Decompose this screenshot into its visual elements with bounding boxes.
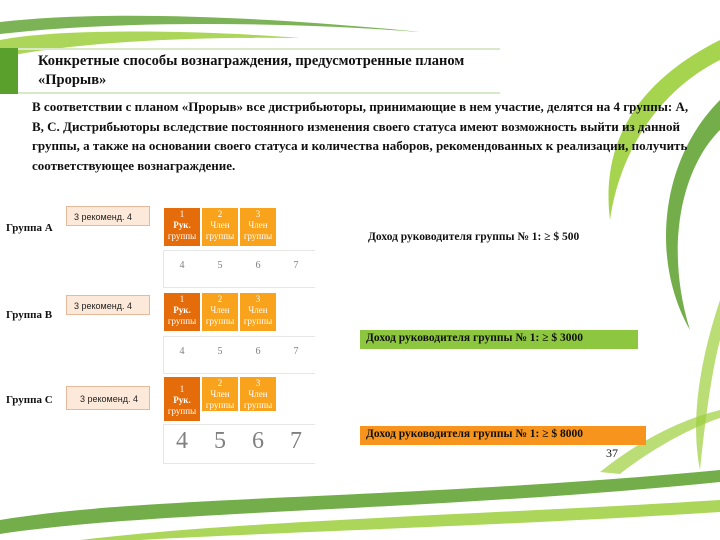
cell-sub: группы <box>243 316 273 326</box>
cell-number: 3 <box>255 378 261 388</box>
cell-number: 1 <box>179 384 185 394</box>
cell-sub: группы <box>205 316 235 326</box>
group-b-number-4: 4 <box>179 346 185 357</box>
slide-title: Конкретные способы вознаграждения, предусмотренные планом «Прорыв» <box>38 53 465 88</box>
cell-role: Рук. <box>173 305 191 315</box>
cell-role: Член <box>248 220 268 230</box>
cell-sub: группы <box>205 231 235 241</box>
group-a-recommend-box: 3 рекоменд. 4 <box>66 206 150 226</box>
group-b-label: Группа В <box>6 309 53 321</box>
cell-role: Рук. <box>173 395 191 405</box>
group-b-cell-member-3 <box>239 292 277 332</box>
group-a-label: Группа А <box>6 222 53 234</box>
group-b-cell-leader <box>163 292 201 332</box>
page-number: 37 <box>606 446 618 460</box>
group-c-income: Доход руководителя группы № 1: ≥ $ 8000 <box>360 426 646 445</box>
group-a-income: Доход руководителя группы № 1: ≥ $ 500 <box>368 231 580 243</box>
group-c-label: Группа С <box>6 394 53 406</box>
cell-sub: группы <box>167 406 197 416</box>
cell-number: 3 <box>255 209 261 219</box>
cell-sub: группы <box>167 231 197 241</box>
group-a-number-7: 7 <box>293 260 299 271</box>
group-a-cell-leader <box>163 207 201 247</box>
group-a-cell-member-2 <box>201 207 239 247</box>
group-c-recommend-box: 3 рекоменд. 4 <box>66 386 150 410</box>
group-c-number-4: 4 <box>176 428 188 454</box>
cell-role: Член <box>210 305 230 315</box>
group-a-number-6: 6 <box>255 260 261 271</box>
group-c-number-7: 7 <box>290 428 302 454</box>
cell-sub: группы <box>243 231 273 241</box>
cell-sub: группы <box>167 316 197 326</box>
cell-role: Член <box>210 220 230 230</box>
cell-number: 2 <box>217 294 223 304</box>
cell-number: 2 <box>217 378 223 388</box>
group-a-number-4: 4 <box>179 260 185 271</box>
cell-number: 2 <box>217 209 223 219</box>
cell-sub: группы <box>205 400 235 410</box>
group-c-cell-member-2 <box>201 376 239 412</box>
group-b-cell-member-2 <box>201 292 239 332</box>
group-c-cell-member-3 <box>239 376 277 412</box>
group-b-number-5: 5 <box>217 346 223 357</box>
cell-role: Член <box>210 389 230 399</box>
group-a-number-5: 5 <box>217 260 223 271</box>
cell-sub: группы <box>243 400 273 410</box>
cell-number: 1 <box>179 209 185 219</box>
group-c-number-5: 5 <box>214 428 226 454</box>
cell-number: 3 <box>255 294 261 304</box>
group-b-number-7: 7 <box>293 346 299 357</box>
group-b-number-6: 6 <box>255 346 261 357</box>
cell-role: Рук. <box>173 220 191 230</box>
group-a-cell-member-3 <box>239 207 277 247</box>
group-c-cell-leader <box>163 376 201 422</box>
group-b-recommend-box: 3 рекоменд. 4 <box>66 295 150 315</box>
intro-paragraph: В соответствии с планом «Прорыв» все дистрибьюторы, принимающие в нем участие, делятся на 4 группы: А, В, С. Дистрибьюторы вследствие постоянного изменения своего статуса имеют возможность выйти из данной группы, а также на основании своего статуса и количества наборов, рекомендованных к реализации, получить соответствующее вознаграждение. <box>32 99 689 173</box>
group-b-income: Доход руководителя группы № 1: ≥ $ 3000 <box>360 330 638 349</box>
cell-role: Член <box>248 305 268 315</box>
cell-role: Член <box>248 389 268 399</box>
cell-number: 1 <box>179 294 185 304</box>
group-c-number-6: 6 <box>252 428 264 454</box>
